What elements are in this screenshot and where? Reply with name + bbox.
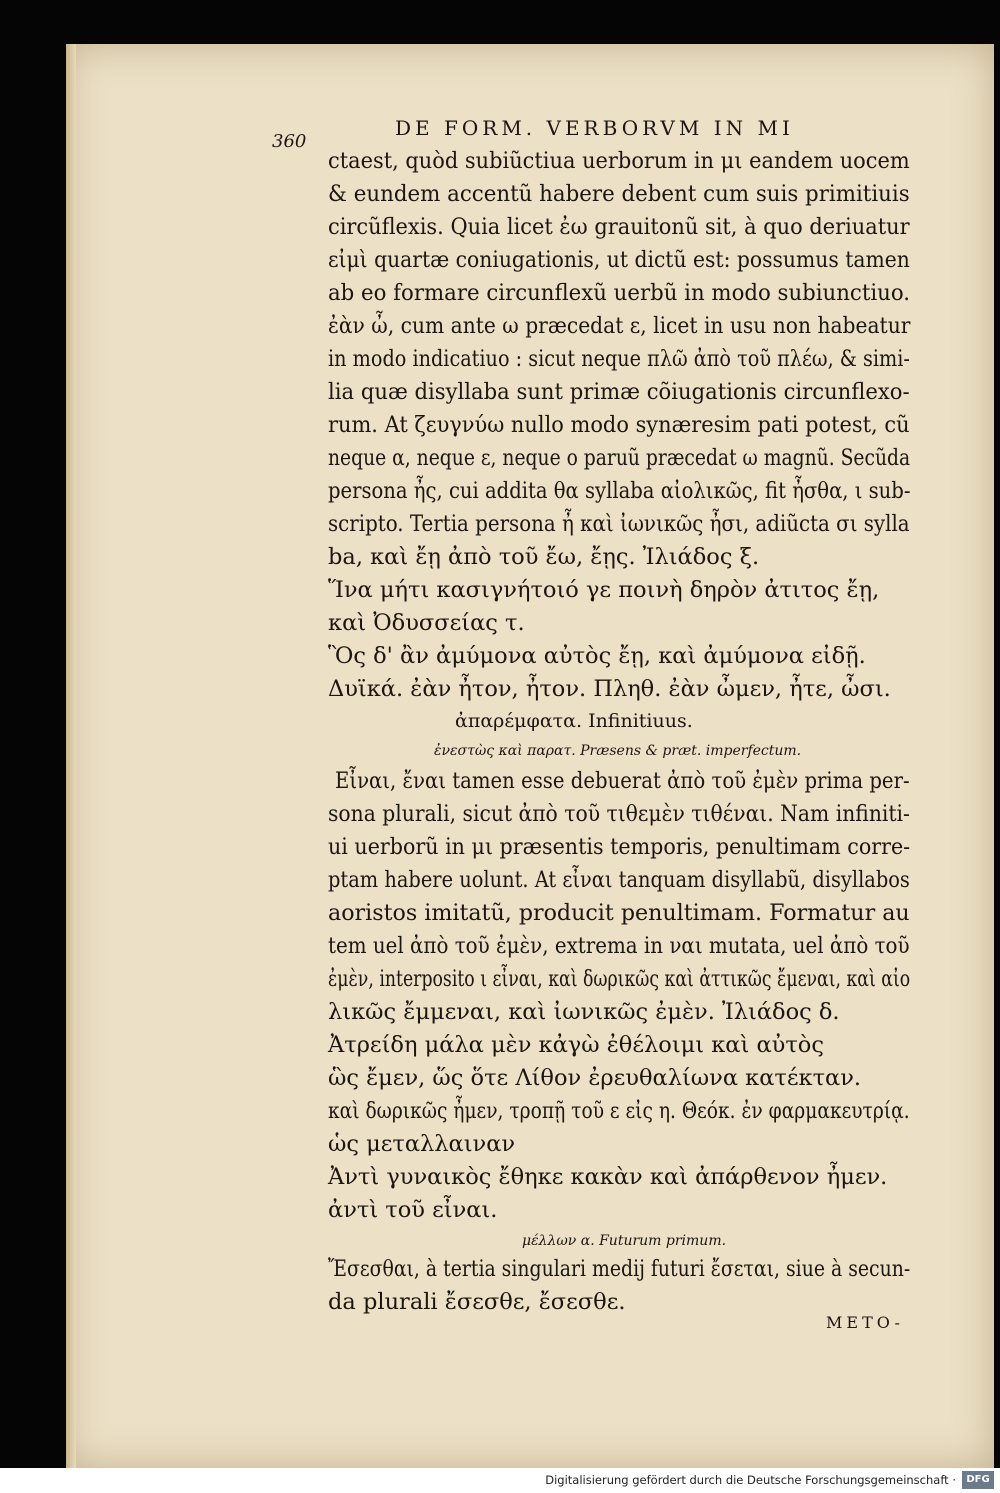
text-line: circũflexis. Quia licet ἐω grauitonũ sit, à quo deriuatur xyxy=(328,214,910,240)
text-line: scripto. Tertia persona ἦ καὶ ἰωνικῶς ἦσι, adiũcta σι sylla xyxy=(328,511,910,537)
text-line: neque α, neque ε, neque ο paruũ præcedat ω magnũ. Secũda xyxy=(328,445,911,471)
digitization-credit: Digitalisierung gefördert durch die Deutsche Forschungsgemeinschaft · xyxy=(545,1473,956,1487)
text-line: Ἀτρείδη μάλα μὲν κἀγὼ ἐθέλοιμι καὶ αὐτὸς xyxy=(328,1032,824,1058)
text-line: aoristos imitatũ, producit penultimam. Formatur au xyxy=(328,900,910,926)
text-line: ptam habere uolunt. At εἶναι tanquam disyllabũ, disyllabos xyxy=(328,867,910,893)
text-line: ἐὰν ὦ, cum ante ω præcedat ε, licet in usu non habeatur xyxy=(328,313,911,339)
text-line: εἰμὶ quartæ coniugationis, ut dictũ est: possumus tamen xyxy=(328,247,910,273)
text-line: Δυϊκά. ἐὰν ἦτον, ἦτον. Πληθ. ἐὰν ὦμεν, ἦτε, ὦσι. xyxy=(328,676,891,702)
text-line: καὶ δωρικῶς ἦμεν, τροπῇ τοῦ ε εἰς η. Θεόκ. ἐν φαρμακευτρίᾳ. xyxy=(328,1098,910,1124)
text-line: in modo indicatiuo : sicut neque πλῶ ἀπὸ τοῦ πλέω, & simi- xyxy=(328,346,910,372)
dfg-logo: DFG xyxy=(962,1471,994,1489)
running-head: DE FORM. VERBORVM IN MI xyxy=(395,116,794,140)
text-line: καὶ Ὀδυσσείας τ. xyxy=(328,610,525,636)
section-heading: ἀπαρέμφατα. Infinitiuus. xyxy=(455,710,693,732)
text-line: ἀντὶ τοῦ εἶναι. xyxy=(328,1197,498,1223)
text-line: da plurali ἔσεσθε, ἔσεσθε. xyxy=(328,1289,626,1315)
text-line: Ἵνα μήτι κασιγνήτοιό γε ποινὴ δηρὸν ἀτιτος ἔῃ, xyxy=(328,577,880,603)
text-line: & eundem accentũ habere debent cum suis primitiuis xyxy=(328,181,910,207)
text-line: ὡς μεταλλαιναν xyxy=(328,1131,516,1157)
section-subheading: μέλλων α. Futurum primum. xyxy=(522,1233,727,1249)
footer-bar xyxy=(0,1468,1000,1493)
page-edge xyxy=(66,44,76,1468)
text-line: Ὃς δ' ἂν ἀμύμονα αὐτὸς ἔῃ, καὶ ἀμύμονα εἰδῇ. xyxy=(328,643,866,669)
text-line: Ἀντὶ γυναικὸς ἔθηκε κακὰν καὶ ἀπάρθενον ἦμεν. xyxy=(328,1164,888,1190)
text-line: ὣς ἔμεν, ὥς ὅτε Λίθον ἐρευθαλίωνα κατέκταν. xyxy=(328,1065,862,1091)
text-line: λικῶς ἔμμεναι, καὶ ἰωνικῶς ἐμὲν. Ἰλιάδος δ. xyxy=(328,999,840,1025)
text-line: ab eo formare circunflexũ uerbũ in modo subiunctiuo. xyxy=(328,280,911,306)
section-subheading: ἐνεστὼς καὶ παρατ. Præsens & præt. imperfectum. xyxy=(434,743,802,759)
text-line: ctaest, quòd subiũctiua uerborum in μι eandem uocem xyxy=(328,148,910,174)
text-line: persona ἦς, cui addita θα syllaba αἰολικῶς, fit ἦσθα, ι sub- xyxy=(328,478,911,504)
text-line: Εἶναι, ἔναι tamen esse debuerat ἀπὸ τοῦ ἐμὲν prima per- xyxy=(335,768,910,794)
text-line: sona plurali, sicut ἀπὸ τοῦ τιθεμὲν τιθέναι. Nam infiniti- xyxy=(328,801,910,827)
text-line: ba, καὶ ἔῃ ἀπὸ τοῦ ἔω, ἔῃς. Ἰλιάδος ξ. xyxy=(328,544,760,570)
text-line: rum. At ζευγνύω nullo modo synæresim pati potest, cũ xyxy=(328,412,910,438)
text-line: ui uerborũ in μι præsentis temporis, penultimam corre- xyxy=(328,834,911,860)
text-line: tem uel ἀπὸ τοῦ ἐμὲν, extrema in ναι mutata, uel ἀπὸ τοῦ xyxy=(328,933,910,959)
catchword: METO- xyxy=(826,1313,904,1332)
text-line: Ἔσεσθαι, à tertia singulari medij futuri ἔσεται, siue à secun- xyxy=(328,1256,911,1282)
text-line: lia quæ disyllaba sunt primæ cõiugationis circunflexo- xyxy=(328,379,910,405)
folio-number: 360 xyxy=(272,131,307,152)
text-line: ἐμὲν, interposito ι εἶναι, καὶ δωρικῶς καὶ ἀττικῶς ἔμεναι, καὶ αἰο xyxy=(328,966,911,992)
